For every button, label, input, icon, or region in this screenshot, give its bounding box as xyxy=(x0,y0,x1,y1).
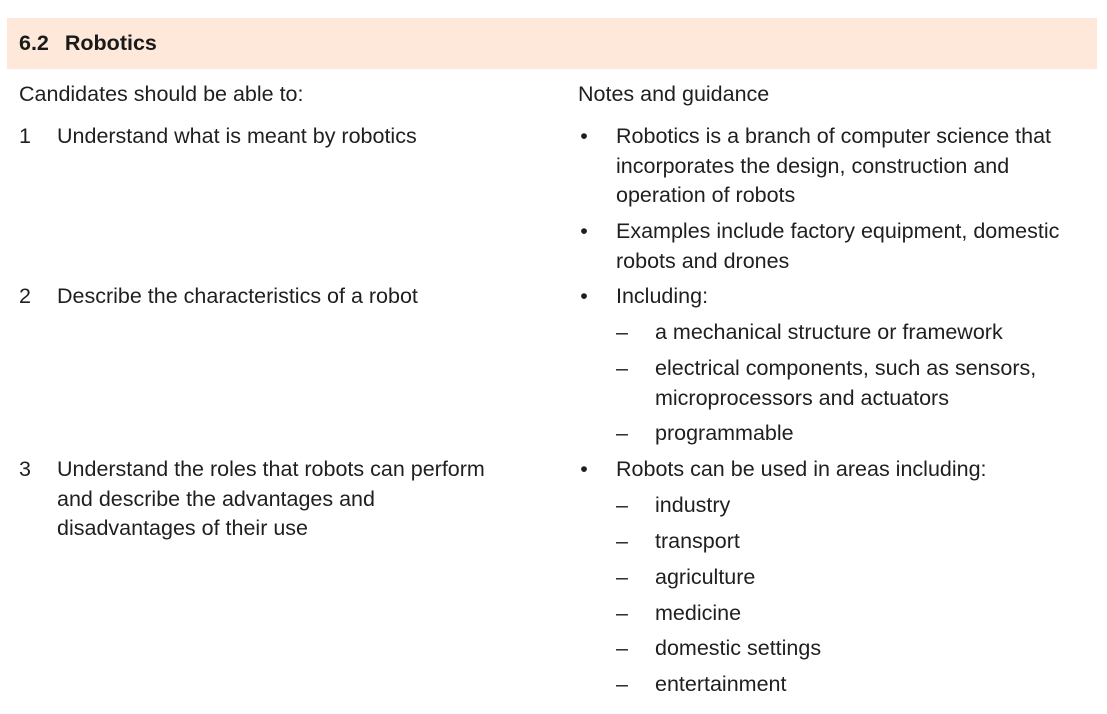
bullet-icon: • xyxy=(580,124,588,148)
outcome-text: Understand the roles that robots can perform and describe the advantages and disadvantages of their use xyxy=(57,457,485,540)
note-text: Examples include factory equipment, domestic robots and drones xyxy=(616,219,1060,273)
outcome-number: 2 xyxy=(19,284,31,308)
dash-icon: – xyxy=(616,356,628,380)
outcome-text: Understand what is meant by robotics xyxy=(57,124,417,148)
dash-icon: – xyxy=(616,421,628,445)
candidates-heading: Candidates should be able to: xyxy=(19,82,304,106)
bullet-icon: • xyxy=(580,219,588,243)
sub-item-text: entertainment xyxy=(655,672,787,696)
section-header xyxy=(7,18,1097,69)
sub-item-text: domestic settings xyxy=(655,636,822,660)
sub-item-text: medicine xyxy=(655,601,742,625)
dash-icon: – xyxy=(616,529,628,553)
dash-icon: – xyxy=(616,565,628,589)
sub-item-text: transport xyxy=(655,529,740,553)
dash-icon: – xyxy=(616,493,628,517)
section-number: 6.2 xyxy=(19,31,49,55)
note-text: Robotics is a branch of computer science that incorporates the design, construction and operation of robots xyxy=(616,124,1051,207)
dash-icon: – xyxy=(616,636,628,660)
outcome-number: 3 xyxy=(19,457,31,481)
section-title-text: Robotics xyxy=(64,31,157,55)
note-text: Robots can be used in areas including: xyxy=(616,457,987,481)
dash-icon: – xyxy=(616,601,628,625)
bullet-icon: • xyxy=(580,284,588,308)
sub-item-text: agriculture xyxy=(655,565,756,589)
dash-icon: – xyxy=(616,320,628,344)
sub-item-text: industry xyxy=(655,493,731,517)
dash-icon: – xyxy=(616,672,628,696)
outcome-number: 1 xyxy=(19,124,31,148)
bullet-icon: • xyxy=(580,457,588,481)
notes-heading: Notes and guidance xyxy=(578,82,770,106)
note-text: Including: xyxy=(616,284,709,308)
sub-item-text: electrical components, such as sensors, microprocessors and actuators xyxy=(655,356,1037,410)
outcome-text: Describe the characteristics of a robot xyxy=(57,284,418,308)
sub-item-text: a mechanical structure or framework xyxy=(655,320,1003,344)
sub-item-text: programmable xyxy=(655,421,794,445)
section-title xyxy=(19,29,157,58)
